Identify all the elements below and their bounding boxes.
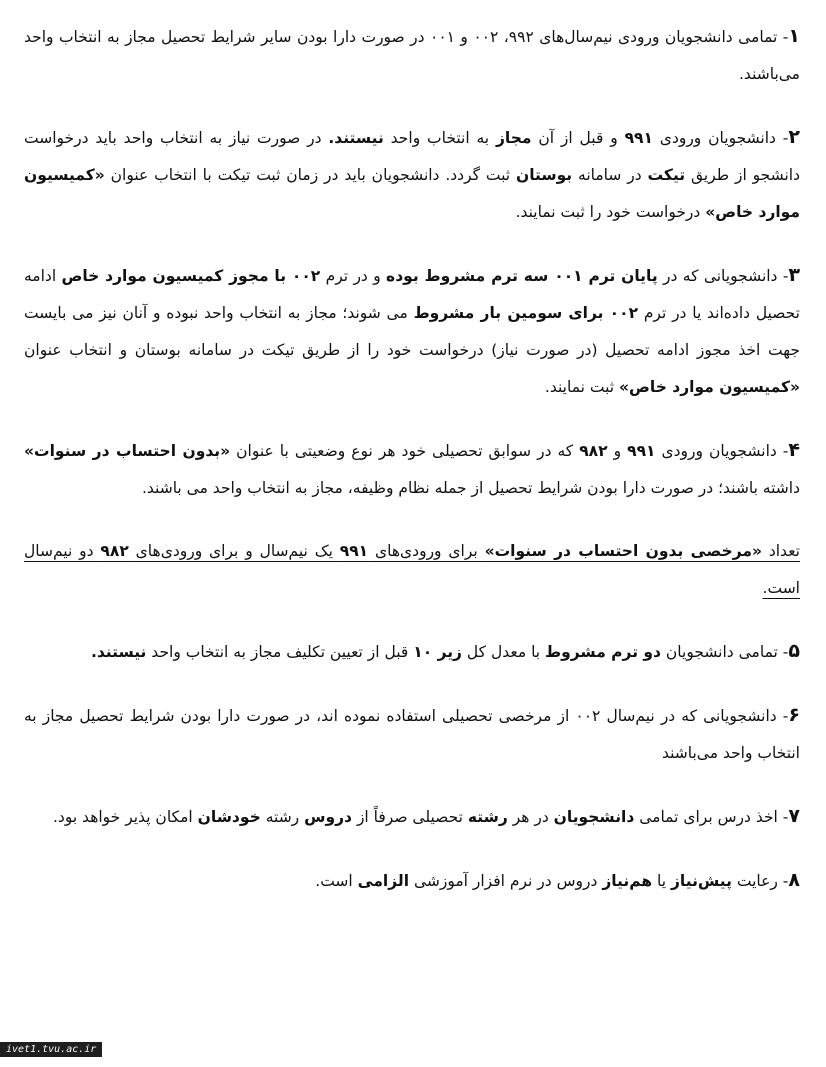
rule-note bbox=[24, 533, 800, 607]
bold-phrase: نیستند. bbox=[90, 643, 147, 661]
bold-phrase: «مرخصی بدون احتساب در سنوات» bbox=[484, 542, 762, 560]
rule-number: ۷ bbox=[788, 805, 800, 827]
bold-phrase: رشته bbox=[467, 808, 508, 826]
bold-phrase: مجاز bbox=[495, 129, 532, 147]
bold-phrase: «بدون احتساب در سنوات» bbox=[24, 442, 231, 460]
bold-phrase: زیر ۱۰ bbox=[413, 643, 462, 661]
rule-item-9 bbox=[24, 862, 800, 900]
text-run: می شوند؛ مجاز به انتخاب واحد نبوده و آنان نیز می بایست جهت اخذ مجوز ادامه تحصیل (در صورت نیاز) درخواست خود را از طریق تیکت در سامانه بوستان و انتخاب عنوان bbox=[24, 304, 800, 359]
bold-phrase: ۹۹۱ bbox=[627, 442, 656, 460]
rule-number: ۶ bbox=[788, 704, 800, 726]
text-run: برای ورودی‌های bbox=[368, 542, 485, 560]
rule-item-8 bbox=[24, 798, 800, 836]
rule-text bbox=[91, 643, 788, 661]
rule-item-3 bbox=[24, 257, 800, 406]
rule-number: ۵ bbox=[788, 640, 800, 662]
bold-phrase: دو ترم مشروط bbox=[545, 643, 661, 661]
text-run: ادامه تحصیل داده‌اند یا در ترم bbox=[24, 267, 800, 322]
text-run: - رعایت bbox=[731, 872, 789, 890]
text-run: و bbox=[607, 442, 628, 460]
text-run: در هر bbox=[507, 808, 554, 826]
rule-text bbox=[24, 129, 800, 221]
bold-phrase: بوستان bbox=[515, 166, 573, 184]
rule-item-4 bbox=[24, 432, 800, 507]
text-run: دو نیم‌سال است. bbox=[24, 542, 800, 597]
text-run: درخواست خود را ثبت نمایند. bbox=[515, 203, 706, 221]
text-run: تعداد bbox=[761, 542, 800, 560]
text-run: و در ترم bbox=[320, 267, 387, 285]
bold-phrase: ۹۹۱ bbox=[339, 542, 369, 560]
text-run: با معدل کل bbox=[462, 643, 546, 661]
text-run: رشته bbox=[260, 808, 305, 826]
text-run: که در سوابق تحصیلی خود هر نوع وضعیتی با عنوان bbox=[230, 442, 580, 460]
text-run: است. bbox=[315, 872, 358, 890]
rule-item-6 bbox=[24, 633, 800, 671]
rule-item-7 bbox=[24, 697, 800, 772]
bold-phrase: ۹۸۲ bbox=[579, 442, 608, 460]
bold-phrase: خودشان bbox=[197, 808, 261, 826]
rule-text bbox=[24, 442, 800, 497]
site-watermark: ivet1.tvu.ac.ir bbox=[0, 1042, 102, 1057]
rule-number: ۸ bbox=[788, 869, 800, 891]
bold-phrase: «کمیسیون موارد خاص» bbox=[24, 166, 800, 221]
text-run: یک نیم‌سال و برای ورودی‌های bbox=[128, 542, 340, 560]
text-run: - دانشجویانی که در bbox=[657, 267, 789, 285]
text-run: ثبت نمایند. bbox=[544, 378, 620, 396]
rule-number: ۱ bbox=[788, 25, 800, 47]
rule-text bbox=[24, 707, 800, 762]
bold-phrase: پایان ترم ۰۰۱ سه ترم مشروط بوده bbox=[386, 267, 658, 285]
text-run: و قبل از آن bbox=[531, 129, 625, 147]
text-run: داشته باشند؛ در صورت دارا بودن شرایط تحصیل از جمله نظام وظیفه، مجاز به انتخاب واحد می باشند. bbox=[141, 479, 800, 497]
text-run: - اخذ درس برای تمامی bbox=[634, 808, 789, 826]
bold-phrase: ۹۹۱ bbox=[624, 129, 653, 147]
rule-number: ۲ bbox=[788, 126, 800, 148]
rule-text bbox=[24, 542, 800, 597]
text-run: به انتخاب واحد bbox=[383, 129, 496, 147]
text-run: تحصیلی صرفاً از bbox=[352, 808, 468, 826]
text-run: - دانشجویان ورودی bbox=[652, 129, 789, 147]
bold-phrase: ۰۰۲ برای سومین بار مشروط bbox=[413, 304, 639, 322]
rule-text bbox=[24, 28, 800, 83]
bold-phrase: ۰۰۲ با مجوز کمیسیون موارد خاص bbox=[61, 267, 321, 285]
text-run: - دانشجویانی که در نیم‌سال ۰۰۲ از مرخصی تحصیلی استفاده نموده اند، در صورت دارا بودن شرایط تحصیل مجاز به انتخاب واحد می‌باشند bbox=[24, 707, 800, 762]
rule-number: ۳ bbox=[788, 264, 801, 286]
bold-phrase: تیکت bbox=[647, 166, 686, 184]
bold-phrase: دانشجویان bbox=[553, 808, 635, 826]
rule-number: ۴ bbox=[788, 439, 801, 461]
rule-item-2 bbox=[24, 119, 800, 231]
text-run: در صورت نیاز به انتخاب واحد باید درخواست دانشجو از طریق bbox=[24, 129, 800, 184]
rule-text bbox=[24, 267, 800, 396]
text-run: دروس در نرم افزار آموزشی bbox=[409, 872, 603, 890]
bold-phrase: الزامی bbox=[357, 872, 410, 890]
text-run: در سامانه bbox=[572, 166, 648, 184]
text-run: یا bbox=[652, 872, 671, 890]
bold-phrase: «کمیسیون موارد خاص» bbox=[619, 378, 800, 396]
text-run: قبل از تعیین تکلیف مجاز به انتخاب واحد bbox=[146, 643, 414, 661]
bold-phrase: هم‌نیاز bbox=[602, 872, 653, 890]
rule-text bbox=[315, 872, 788, 890]
text-run: - تمامی دانشجویان bbox=[661, 643, 789, 661]
bold-phrase: دروس bbox=[304, 808, 353, 826]
text-run: - تمامی دانشجویان ورودی نیم‌سال‌های ۹۹۲، ۰۰۲ و ۰۰۱ در صورت دارا بودن سایر شرایط تحصیل مجاز به انتخاب واحد می‌باشند. bbox=[24, 28, 800, 83]
bold-phrase: ۹۸۲ bbox=[100, 542, 129, 560]
text-run: امکان پذیر خواهد بود. bbox=[52, 808, 198, 826]
rules-list bbox=[24, 18, 800, 900]
bold-phrase: نیستند. bbox=[328, 129, 384, 147]
bold-phrase: پیش‌نیاز bbox=[671, 872, 732, 890]
rule-text bbox=[53, 808, 788, 826]
rule-item-1 bbox=[24, 18, 800, 93]
text-run: - دانشجویان ورودی bbox=[655, 442, 789, 460]
text-run: ثبت گردد. دانشجویان باید در زمان ثبت تیکت با انتخاب عنوان bbox=[104, 166, 516, 184]
